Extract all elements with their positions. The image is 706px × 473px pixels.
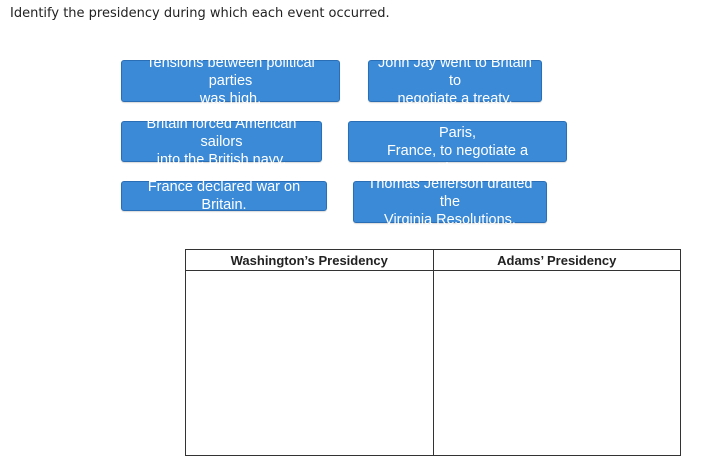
event-tile-text: France declared war on Britain. bbox=[147, 179, 301, 213]
event-tile-line: France, to negotiate a settlement. bbox=[386, 142, 529, 177]
event-tile-party-tensions[interactable] bbox=[121, 55, 340, 107]
event-tile-text bbox=[124, 54, 337, 108]
event-tile-line: Tensions between political parties bbox=[146, 55, 315, 89]
sorting-table bbox=[185, 249, 681, 456]
instruction-text: Identify the presidency during which each event occurred. bbox=[10, 6, 390, 21]
event-tile-john-jay[interactable] bbox=[368, 55, 542, 107]
event-tile-text bbox=[356, 175, 544, 229]
washington-column bbox=[186, 250, 433, 455]
adams-column bbox=[433, 250, 681, 455]
event-tile-xyz-affair[interactable] bbox=[348, 106, 567, 177]
event-tile-text bbox=[351, 106, 564, 178]
event-tile-line: negotiate a treaty. bbox=[397, 91, 513, 107]
event-tile-line: into the British navy. bbox=[156, 151, 287, 168]
event-tile-virginia-resolutions[interactable] bbox=[353, 176, 547, 228]
adams-column-header: Adams’ Presidency bbox=[434, 250, 681, 271]
event-tile-line: was high. bbox=[199, 91, 262, 107]
event-tile-line: Thomas Jefferson drafted the bbox=[367, 176, 533, 210]
event-tile-line: Three officials were sent to Paris, bbox=[370, 106, 544, 141]
event-tile-line: Britain forced American sailors bbox=[146, 115, 297, 150]
event-tile-impressment[interactable] bbox=[121, 115, 322, 168]
event-tile-line: John Jay went to Britain to bbox=[378, 55, 532, 89]
washington-drop-zone[interactable] bbox=[186, 271, 433, 455]
event-tile-france-war[interactable] bbox=[121, 181, 327, 211]
event-tile-line: Virginia Resolutions. bbox=[384, 212, 516, 228]
adams-drop-zone[interactable] bbox=[434, 271, 681, 455]
event-tile-text bbox=[124, 115, 319, 169]
washington-column-header: Washington’s Presidency bbox=[186, 250, 433, 271]
event-tile-text bbox=[371, 54, 539, 108]
